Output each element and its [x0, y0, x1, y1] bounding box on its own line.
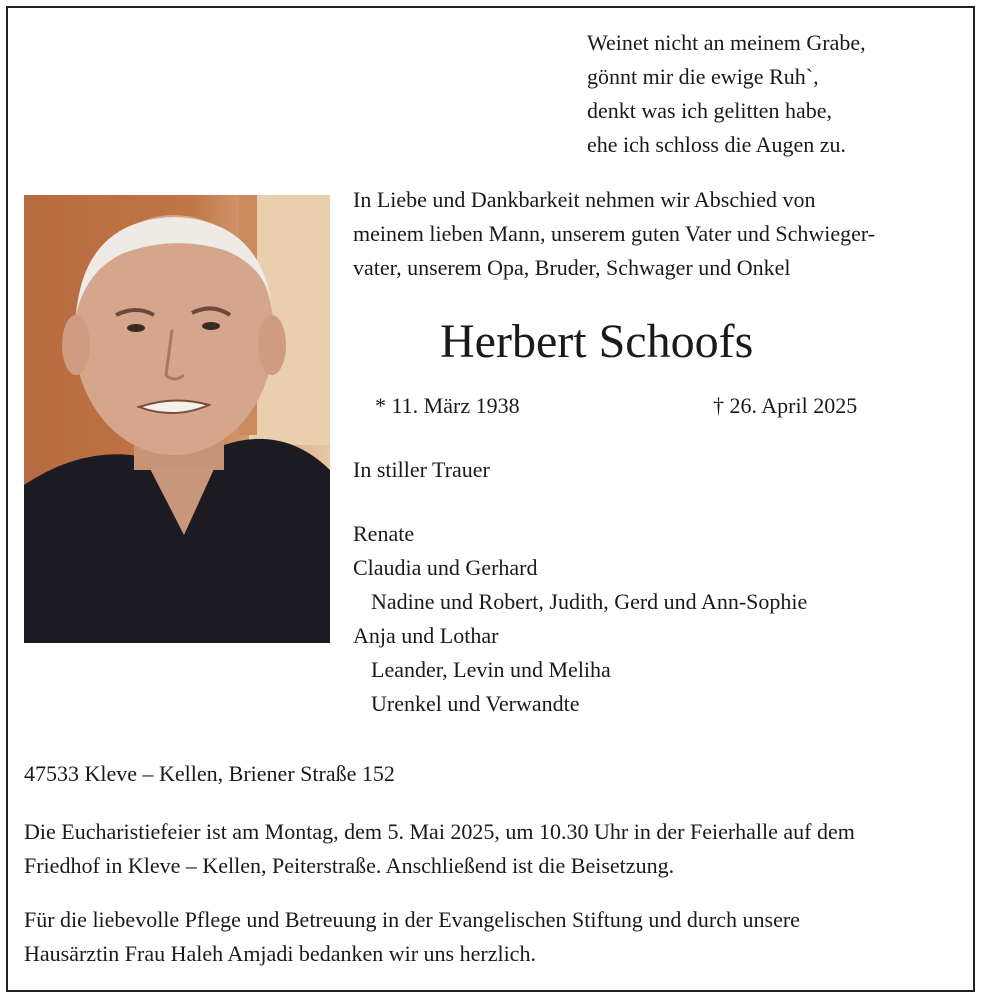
address: 47533 Kleve – Kellen, Briener Straße 152: [24, 761, 395, 786]
poem-line: Weinet nicht an meinem Grabe,: [587, 30, 866, 55]
poem-line: denkt was ich gelitten habe,: [587, 98, 832, 123]
farewell-text: [353, 183, 875, 285]
service-info: [24, 815, 855, 883]
family-member: Nadine und Robert, Judith, Gerd und Ann-Sophie: [371, 589, 808, 614]
birth-date: * 11. März 1938: [375, 393, 520, 418]
poem-line: gönnt mir die ewige Ruh`,: [587, 64, 819, 89]
thanks-line: Für die liebevolle Pflege und Betreuung in der Evangelischen Stiftung und durch unsere: [24, 907, 800, 932]
family-member: Anja und Lothar: [353, 623, 499, 648]
farewell-line: vater, unserem Opa, Bruder, Schwager und Onkel: [353, 255, 791, 280]
family-member: Claudia und Gerhard: [353, 555, 538, 580]
mourning-heading: In stiller Trauer: [353, 457, 490, 482]
deceased-name: Herbert Schoofs: [440, 315, 754, 368]
poem-line: ehe ich schloss die Augen zu.: [587, 132, 847, 157]
family-list: [353, 517, 807, 721]
service-line: Die Eucharistiefeier ist am Montag, dem 5. Mai 2025, um 10.30 Uhr in der Feierhalle auf dem: [24, 819, 855, 844]
farewell-line: meinem lieben Mann, unserem guten Vater und Schwieger-: [353, 221, 876, 246]
family-member: Renate: [353, 521, 415, 546]
poem: [587, 26, 866, 162]
service-line: Friedhof in Kleve – Kellen, Peiterstraße. Anschließend ist die Beisetzung.: [24, 853, 675, 878]
death-date: † 26. April 2025: [713, 393, 858, 418]
farewell-line: In Liebe und Dankbarkeit nehmen wir Abschied von: [353, 187, 816, 212]
family-member: Leander, Levin und Meliha: [371, 657, 611, 682]
family-member: Urenkel und Verwandte: [371, 691, 580, 716]
portrait-photo: [24, 195, 330, 643]
thanks-line: Hausärztin Frau Haleh Amjadi bedanken wir uns herzlich.: [24, 941, 536, 966]
thanks-note: [24, 903, 800, 971]
